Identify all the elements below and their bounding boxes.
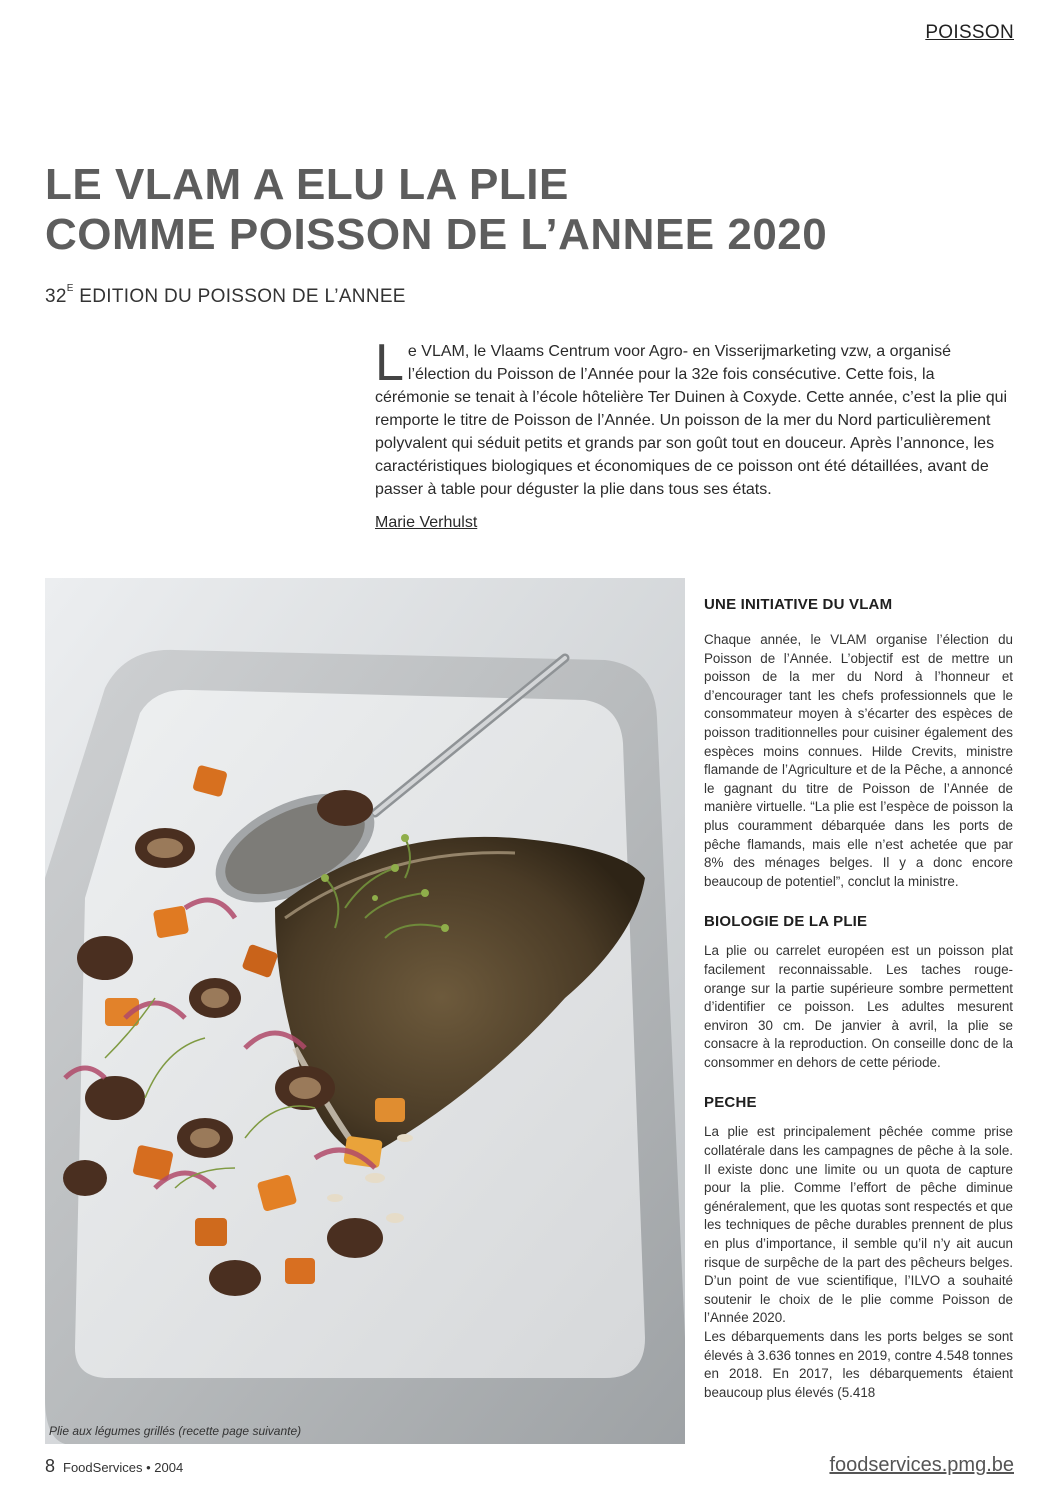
headline-line-2: COMME POISSON DE L’ANNEE 2020: [45, 210, 828, 259]
headline: [45, 160, 1005, 260]
section-tag: POISSON: [925, 22, 1014, 43]
section-paragraph-initiative: Chaque année, le VLAM organise l’élection du Poisson de l’Année. L’objectif est de mettre un poisson de la mer du Nord à l’honneur et d’encourager tant les chefs professionnels que le consommateur moyen à s’écarter des espèces de poisson traditionnelles pour cuisiner également des espèces moins connues. Hilde Crevits, ministre flamande de l’Agriculture et de la Pêche, a annoncé le gagnant du titre de Poisson de l’Année de manière virtuelle. “La plie est l’espèce de poisson la plus couramment débarquée dans les ports de pêche flamands, mais elle n’est achetée que par 8% des ménages belges. Il y a donc encore beaucoup de potentiel”, conclut la ministre.: [704, 632, 1013, 889]
section-heading-biologie: BIOLOGIE DE LA PLIE: [704, 913, 868, 931]
headline-line-1: LE VLAM A ELU LA PLIE: [45, 160, 569, 209]
subtitle-number: 32: [45, 286, 67, 307]
intro-text: e VLAM, le Vlaams Centrum voor Agro- en Visserijmarketing vzw, a organisé l’élection du Poisson de l’Année pour la 32e fois consécutive. Cette fois, la cérémonie se tenait à l’école hôtelière Ter Duinen à Coxyde. Cette année, c’est la plie qui remporte le titre de Poisson de l’Année. Un poisson de la mer du Nord particulièrement polyvalent qui séduit petits et grands par son goût tout en douceur. Après l’annonce, les caractéristiques biologiques et économiques de ce poisson ont été détaillées, avant de passer à table pour déguster la plie dans tous ses états.: [375, 343, 1008, 498]
drop-cap: L: [375, 334, 404, 392]
subtitle-superscript: E: [66, 282, 74, 294]
photo-caption: Plie aux légumes grillés (recette page suivante): [49, 1424, 302, 1438]
dish-illustration: [45, 578, 685, 1444]
footer-left: [45, 1456, 183, 1477]
website-link[interactable]: foodservices.pmg.be: [829, 1454, 1014, 1476]
intro-paragraph: [375, 334, 1009, 501]
author-byline: Marie Verhulst: [375, 514, 478, 531]
subtitle-text: EDITION DU POISSON DE L’ANNEE: [73, 286, 406, 307]
section-paragraph-biologie: La plie ou carrelet européen est un poisson plat facilement reconnaissable. Les taches rouge-orange sur la partie supérieure sombre permettent d’identifier ce poisson. Les adultes mesurent environ 30 cm. De janvier à avril, la plie se consacre à la reproduction. On conseille donc de la consommer en dehors de cette période.: [704, 943, 1013, 1070]
dish-photo: [45, 578, 685, 1444]
section-heading-peche: PECHE: [704, 1094, 757, 1112]
sidebar-column: [704, 596, 1013, 1402]
subtitle: [45, 282, 406, 308]
page-number: 8: [45, 1456, 56, 1476]
section-paragraph-peche-2: Les débarquements dans les ports belges se sont élevés à 3.636 tonnes en 2019, contre 4.548 tonnes en 2018. En 2017, les débarquements étaient beaucoup plus élevés (5.418: [704, 1329, 1013, 1400]
magazine-issue: FoodServices • 2004: [63, 1460, 184, 1475]
section-heading-initiative: UNE INITIATIVE DU VLAM: [704, 596, 893, 613]
section-paragraph-peche-1: La plie est principalement pêchée comme prise collatérale dans les campagnes de pêche à la sole. Il existe donc une limite ou un quota de capture pour la plie. Comme l’effort de pêche diminue généralement, que les quotas sont respectés et que les techniques de pêche durables prennent de plus en plus d’importance, il semble qu’il n’y ait aucun risque de surpêche de la part des pêcheurs belges. D’un point de vue scientifique, l’ILVO a souhaité soutenir le choix de le plie comme Poisson de l’Année 2020.: [704, 1124, 1013, 1326]
